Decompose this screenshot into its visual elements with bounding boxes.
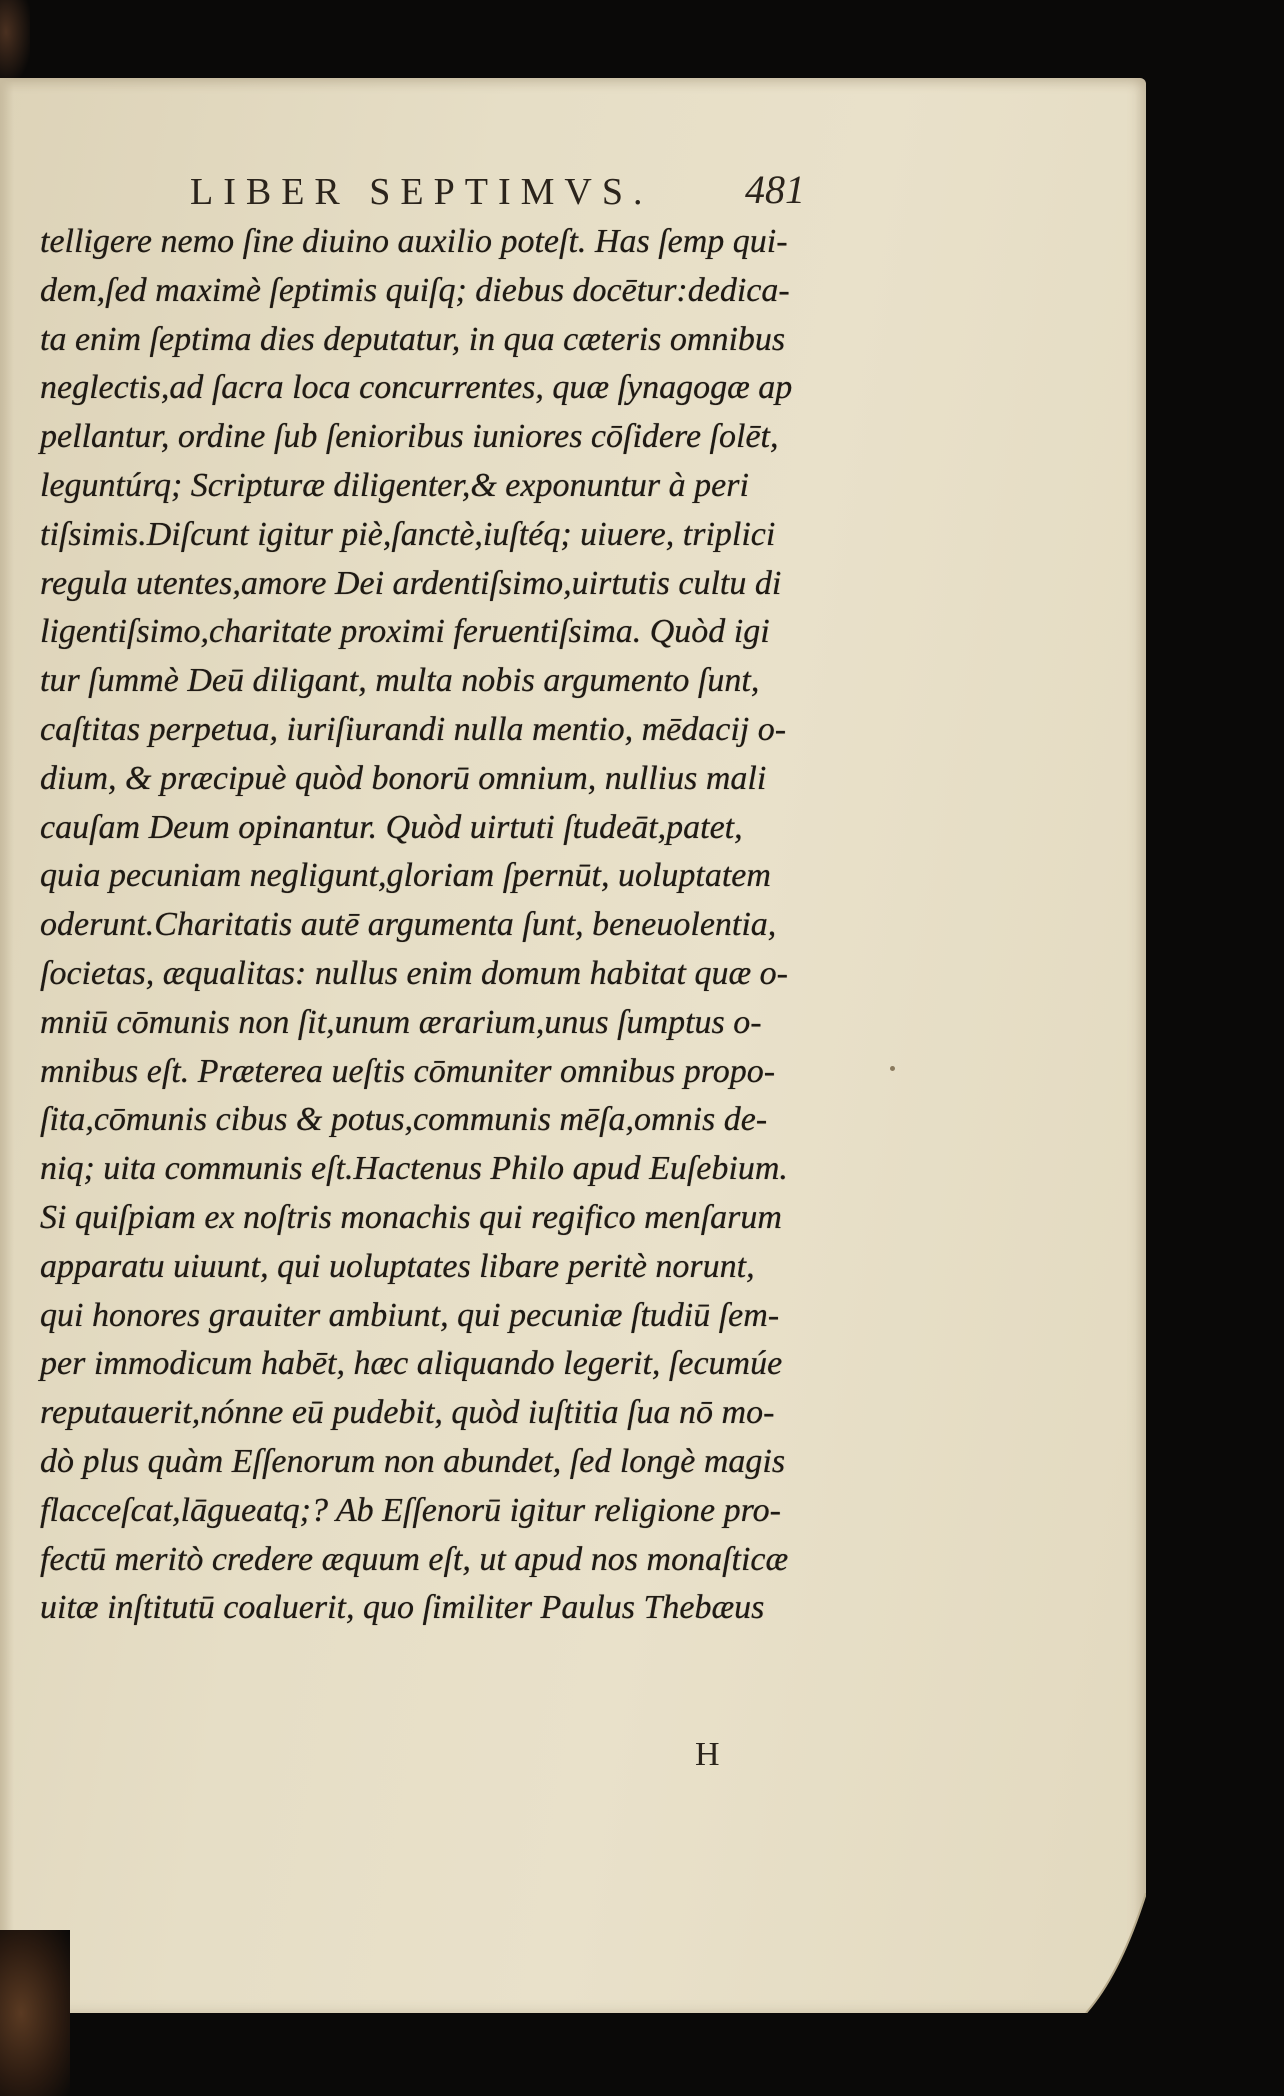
text-line: fectū meritò credere æquum eſt, ut apud nos monaſticæ (40, 1540, 789, 1578)
page-gutter-shadow (0, 78, 14, 2013)
text-line: caſtitas perpetua, iuriſiurandi nulla mentio, mēdacij o- (40, 710, 787, 748)
page-number: 481 (745, 167, 805, 212)
text-line: tiſsimis.Diſcunt igitur piè,ſanctè,iuſtéq; uiuere, triplici (40, 515, 776, 553)
text-line: dem,ſed maximè ſeptimis quiſq; diebus docētur:dedica- (40, 271, 790, 309)
book-page (0, 78, 1146, 2013)
text-line: quia pecuniam negligunt,gloriam ſpernūt, uoluptatem (40, 857, 771, 895)
text-line: pellantur, ordine ſub ſenioribus iuniores cōſidere ſolēt, (40, 418, 779, 456)
stain-bottom (0, 1930, 70, 2096)
text-line: flacceſcat,lāgueatq;? Ab Eſſenorū igitur religione pro- (40, 1491, 781, 1529)
text-line: apparatu uiuunt, qui uoluptates libare peritè norunt, (40, 1247, 755, 1285)
text-line: mniū cōmunis non ſit,unum ærarium,unus ſumptus o- (40, 1003, 762, 1041)
text-line: ligentiſsimo,charitate proximi feruentiſsima. Quòd igi (40, 613, 770, 651)
margin-dot (890, 1066, 895, 1071)
text-line: leguntúrq; Scripturæ diligenter,& exponuntur à peri (40, 466, 749, 504)
text-line: oderunt.Charitatis autē argumenta ſunt, beneuolentia, (40, 906, 777, 944)
text-line: qui honores grauiter ambiunt, qui pecuniæ ſtudiū ſem- (40, 1296, 780, 1334)
text-line: uitæ inſtitutū coaluerit, quo ſimiliter Paulus Thebæus (40, 1589, 765, 1627)
text-line: ta enim ſeptima dies deputatur, in qua cæteris omnibus (40, 320, 786, 358)
text-line: tur ſummè Deū diligant, multa nobis argumento ſunt, (40, 662, 760, 700)
text-line: niq; uita communis eſt.Hactenus Philo apud Euſebium. (40, 1150, 788, 1188)
body-text (40, 218, 870, 1633)
signature-mark: H (695, 1736, 720, 1773)
running-title: LIBER SEPTIMVS. (190, 171, 653, 213)
text-line: ſocietas, æqualitas: nullus enim domum habitat quæ o- (40, 954, 788, 992)
text-line: dium, & præcipuè quòd bonorū omnium, nullius mali (40, 759, 767, 797)
text-line: per immodicum habēt, hæc aliquando legerit, ſecumúe (40, 1345, 783, 1383)
text-line: telligere nemo ſine diuino auxilio poteſt. Has ſemp qui- (40, 223, 788, 260)
text-line: regula utentes,amore Dei ardentiſsimo,uirtutis cultu di (40, 564, 782, 602)
text-line: reputauerit,nónne eū pudebit, quòd iuſtitia ſua nō mo- (40, 1394, 775, 1432)
text-line: cauſam Deum opinantur. Quòd uirtuti ſtudeāt,patet, (40, 808, 743, 846)
text-line: ſita,cōmunis cibus & potus,communis mēſa,omnis de- (40, 1101, 768, 1139)
text-line: Si quiſpiam ex noſtris monachis qui regifico menſarum (40, 1198, 782, 1236)
text-line: mnibus eſt. Præterea ueſtis cōmuniter omnibus propo- (40, 1052, 776, 1090)
text-line: dò plus quàm Eſſenorum non abundet, ſed longè magis (40, 1442, 786, 1480)
text-line: neglectis,ad ſacra loca concurrentes, quæ ſynagogæ ap (40, 369, 793, 407)
page-corner-fold (1066, 1893, 1146, 2013)
stain-top (0, 0, 30, 80)
